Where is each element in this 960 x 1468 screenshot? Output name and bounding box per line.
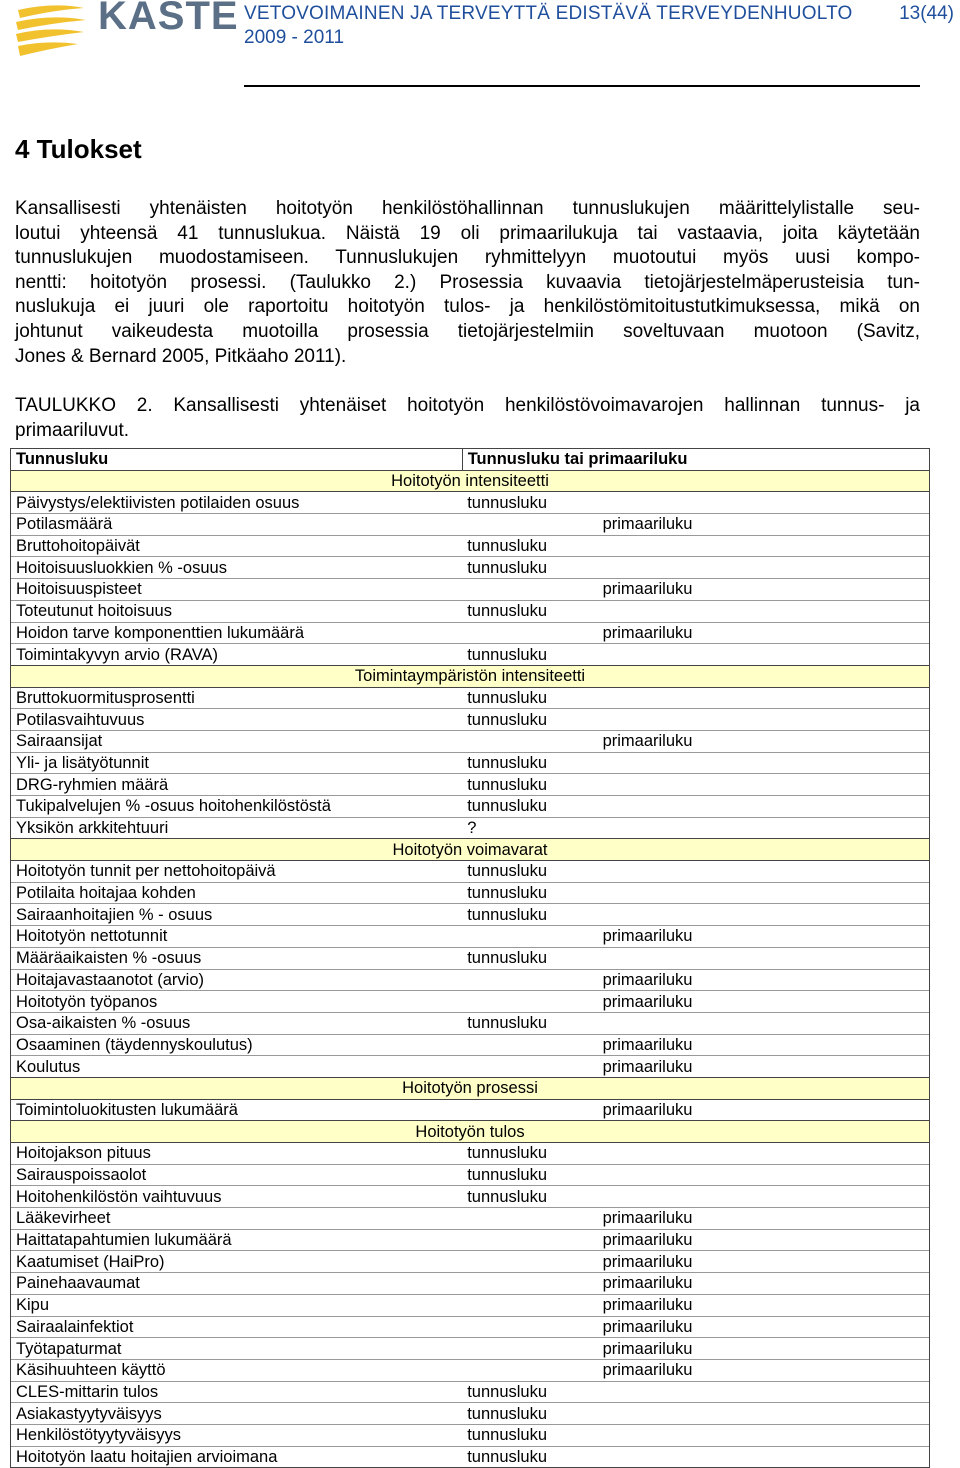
paragraph-line: tunnuslukujen muodostamiseen. Tunnuslukujen ryhmittelyyn muotoutui myös uusi kompo- [15, 247, 920, 269]
section-label: Toimintaympäristön intensiteetti [11, 665, 930, 687]
indicator-name: Lääkevirheet [11, 1208, 463, 1230]
primaariluku-cell [589, 796, 930, 818]
table-section-row [11, 1121, 930, 1143]
tunnusluku-cell [462, 969, 588, 991]
table-header-row [11, 449, 930, 471]
paragraph-line: Kansallisesti yhtenäisten hoitotyön henkilöstöhallinnan tunnuslukujen määrittelylistalle seu- [15, 198, 920, 219]
indicator-name: Bruttohoitopäivät [11, 535, 463, 557]
indicator-name: Bruttokuormitusprosentti [11, 687, 463, 709]
tunnusluku-cell [462, 622, 588, 644]
body-paragraph [15, 197, 920, 369]
table-row [11, 1316, 930, 1338]
tunnusluku-cell: tunnusluku [462, 861, 588, 883]
kaste-swoosh-icon [14, 0, 94, 62]
indicator-name: Määräaikaisten % -osuus [11, 947, 463, 969]
table-row [11, 492, 930, 514]
primaariluku-cell [589, 600, 930, 622]
primaariluku-cell: primaariluku [589, 1338, 930, 1360]
primaariluku-cell [589, 1381, 930, 1403]
table-row [11, 644, 930, 666]
table-row [11, 752, 930, 774]
table-row [11, 969, 930, 991]
primaariluku-cell [589, 535, 930, 557]
table-row [11, 1099, 930, 1121]
tunnusluku-cell: tunnusluku [462, 535, 588, 557]
tunnusluku-cell [462, 1056, 588, 1078]
table-section-row [11, 839, 930, 861]
tunnusluku-cell [462, 1034, 588, 1056]
primaariluku-cell: primaariluku [589, 991, 930, 1013]
primaariluku-cell [589, 1186, 930, 1208]
primaariluku-cell [589, 492, 930, 514]
tunnusluku-cell: tunnusluku [462, 709, 588, 731]
table-row [11, 817, 930, 839]
tunnusluku-cell [462, 1294, 588, 1316]
table-row [11, 1424, 930, 1446]
indicator-name: Toimintakyvyn arvio (RAVA) [11, 644, 463, 666]
primaariluku-cell: primaariluku [589, 1273, 930, 1295]
indicator-name: Käsihuuhteen käyttö [11, 1359, 463, 1381]
primaariluku-cell [589, 817, 930, 839]
primaariluku-cell: primaariluku [589, 1208, 930, 1230]
tunnusluku-cell: tunnusluku [462, 774, 588, 796]
indicator-name: Hoitoisuuspisteet [11, 579, 463, 601]
tunnusluku-cell: tunnusluku [462, 947, 588, 969]
table-row [11, 1251, 930, 1273]
column-header-tunnusluku: Tunnusluku [11, 449, 463, 471]
indicator-name: Potilasvaihtuvuus [11, 709, 463, 731]
indicator-name: Hoitoisuusluokkien % -osuus [11, 557, 463, 579]
indicator-name: Asiakastyytyväisyys [11, 1403, 463, 1425]
indicator-name: Henkilöstötyytyväisyys [11, 1424, 463, 1446]
indicator-name: Potilaita hoitajaa kohden [11, 882, 463, 904]
table-row [11, 926, 930, 948]
primaariluku-cell: primaariluku [589, 1251, 930, 1273]
tunnusluku-cell [462, 1251, 588, 1273]
tunnusluku-cell [462, 1208, 588, 1230]
tunnusluku-cell [462, 991, 588, 1013]
indicator-name: Hoitotyön työpanos [11, 991, 463, 1013]
table-row [11, 1034, 930, 1056]
indicator-name: Päivystys/elektiivisten potilaiden osuus [11, 492, 463, 514]
primaariluku-cell [589, 1143, 930, 1165]
table-section-row [11, 1077, 930, 1099]
primaariluku-cell [589, 1403, 930, 1425]
table-row [11, 1338, 930, 1360]
primaariluku-cell [589, 774, 930, 796]
indicator-name: Hoitojakson pituus [11, 1143, 463, 1165]
paragraph-line: nentti: hoitotyön prosessi. (Taulukko 2.) Prosessia kuvaavia tietojärjestelmäperusteisia tun- [15, 271, 920, 293]
indicator-name: Koulutus [11, 1056, 463, 1078]
primaariluku-cell [589, 947, 930, 969]
tunnusluku-cell: tunnusluku [462, 1186, 588, 1208]
tunnusluku-cell: tunnusluku [462, 557, 588, 579]
tunnusluku-cell: tunnusluku [462, 687, 588, 709]
tunnusluku-cell [462, 1316, 588, 1338]
tunnusluku-cell: tunnusluku [462, 492, 588, 514]
section-heading: 4 Tulokset [15, 134, 142, 164]
primaariluku-cell [589, 557, 930, 579]
primaariluku-cell: primaariluku [589, 1056, 930, 1078]
document-header-title: VETOVOIMAINEN JA TERVEYTTÄ EDISTÄVÄ TERVEYDENHUOLTO [244, 3, 853, 24]
table-row [11, 796, 930, 818]
tunnusluku-cell: tunnusluku [462, 752, 588, 774]
indicator-name: DRG-ryhmien määrä [11, 774, 463, 796]
table-row [11, 947, 930, 969]
table-section-row [11, 470, 930, 492]
logo-wordmark: KASTE [98, 0, 239, 38]
table-row [11, 730, 930, 752]
tunnusluku-cell [462, 926, 588, 948]
tunnusluku-cell: tunnusluku [462, 796, 588, 818]
tunnusluku-cell: tunnusluku [462, 882, 588, 904]
table-row [11, 1056, 930, 1078]
primaariluku-cell: primaariluku [589, 514, 930, 536]
indicator-name: Painehaavaumat [11, 1273, 463, 1295]
indicator-name: Kipu [11, 1294, 463, 1316]
table-row [11, 774, 930, 796]
primaariluku-cell [589, 752, 930, 774]
indicator-name: Osa-aikaisten % -osuus [11, 1012, 463, 1034]
primaariluku-cell [589, 882, 930, 904]
tunnusluku-cell [462, 1273, 588, 1295]
indicator-name: Hoitajavastaanotot (arvio) [11, 969, 463, 991]
caption-line: primaariluvut. [15, 419, 130, 441]
tunnusluku-cell: tunnusluku [462, 600, 588, 622]
tunnusluku-cell [462, 1099, 588, 1121]
indicator-name: Työtapaturmat [11, 1338, 463, 1360]
indicator-table [10, 448, 930, 1468]
table-row [11, 882, 930, 904]
indicator-name: Sairaalainfektiot [11, 1316, 463, 1338]
primaariluku-cell [589, 1164, 930, 1186]
primaariluku-cell: primaariluku [589, 730, 930, 752]
table-row [11, 709, 930, 731]
indicator-name: Tukipalvelujen % -osuus hoitohenkilöstöstä [11, 796, 463, 818]
section-label: Hoitotyön tulos [11, 1121, 930, 1143]
tunnusluku-cell [462, 1359, 588, 1381]
header-divider [244, 85, 920, 87]
tunnusluku-cell: tunnusluku [462, 1143, 588, 1165]
table-row [11, 1359, 930, 1381]
indicator-name: Sairaansijat [11, 730, 463, 752]
tunnusluku-cell: tunnusluku [462, 1446, 588, 1468]
indicator-name: Sairaanhoitajien % - osuus [11, 904, 463, 926]
paragraph-line: johtunut vaikeudesta muotoilla prosessia tietojärjestelmiin soveltuvaan muotoon (Savitz, [15, 320, 920, 342]
paragraph-line: Jones & Bernard 2005, Pitkäaho 2011). [15, 345, 347, 367]
table-row [11, 1294, 930, 1316]
paragraph-line: loutui yhteensä 41 tunnuslukua. Näistä 19 oli primaarilukuja tai vastaavia, joita käytetään [15, 222, 920, 244]
indicator-name: Yksikön arkkitehtuuri [11, 817, 463, 839]
indicator-name: Toimintoluokitusten lukumäärä [11, 1099, 463, 1121]
section-label: Hoitotyön prosessi [11, 1077, 930, 1099]
indicator-name: Hoitotyön laatu hoitajien arvioimana [11, 1446, 463, 1468]
table-row [11, 904, 930, 926]
indicator-name: Hoitotyön tunnit per nettohoitopäivä [11, 861, 463, 883]
section-label: Hoitotyön intensiteetti [11, 470, 930, 492]
indicator-name: Hoitohenkilöstön vaihtuvuus [11, 1186, 463, 1208]
section-label: Hoitotyön voimavarat [11, 839, 930, 861]
primaariluku-cell: primaariluku [589, 1099, 930, 1121]
table-row [11, 1186, 930, 1208]
tunnusluku-cell: tunnusluku [462, 1012, 588, 1034]
primaariluku-cell [589, 709, 930, 731]
kaste-logo [14, 0, 239, 62]
table-row [11, 1164, 930, 1186]
table-caption [15, 394, 920, 443]
document-header-years: 2009 - 2011 [244, 27, 345, 48]
indicator-name: CLES-mittarin tulos [11, 1381, 463, 1403]
table-row [11, 1381, 930, 1403]
table-row [11, 557, 930, 579]
primaariluku-cell [589, 861, 930, 883]
table-row [11, 1229, 930, 1251]
column-header-type: Tunnusluku tai primaariluku [462, 449, 929, 471]
tunnusluku-cell: tunnusluku [462, 644, 588, 666]
primaariluku-cell: primaariluku [589, 1316, 930, 1338]
tunnusluku-cell: tunnusluku [462, 1164, 588, 1186]
indicator-name: Osaaminen (täydennyskoulutus) [11, 1034, 463, 1056]
indicator-name: Potilasmäärä [11, 514, 463, 536]
primaariluku-cell [589, 904, 930, 926]
primaariluku-cell: primaariluku [589, 969, 930, 991]
primaariluku-cell: primaariluku [589, 926, 930, 948]
primaariluku-cell: primaariluku [589, 1294, 930, 1316]
indicator-name: Haittatapahtumien lukumäärä [11, 1229, 463, 1251]
indicator-name: Sairauspoissaolot [11, 1164, 463, 1186]
primaariluku-cell [589, 1424, 930, 1446]
tunnusluku-cell: tunnusluku [462, 1381, 588, 1403]
tunnusluku-cell [462, 730, 588, 752]
tunnusluku-cell: ? [462, 817, 588, 839]
primaariluku-cell [589, 1012, 930, 1034]
indicator-name: Toteutunut hoitoisuus [11, 600, 463, 622]
table-row [11, 991, 930, 1013]
tunnusluku-cell: tunnusluku [462, 904, 588, 926]
table-row [11, 535, 930, 557]
tunnusluku-cell: tunnusluku [462, 1424, 588, 1446]
page-number: 13(44) [899, 3, 954, 24]
primaariluku-cell: primaariluku [589, 622, 930, 644]
table-row [11, 622, 930, 644]
table-row [11, 687, 930, 709]
tunnusluku-cell [462, 1229, 588, 1251]
table-row [11, 579, 930, 601]
indicator-name: Kaatumiset (HaiPro) [11, 1251, 463, 1273]
table-row [11, 1403, 930, 1425]
table-section-row [11, 665, 930, 687]
table-row [11, 514, 930, 536]
primaariluku-cell: primaariluku [589, 579, 930, 601]
table-row [11, 1012, 930, 1034]
table-row [11, 1273, 930, 1295]
table-row [11, 600, 930, 622]
table-row [11, 861, 930, 883]
caption-line: TAULUKKO 2. Kansallisesti yhtenäiset hoitotyön henkilöstövoimavarojen hallinnan tunnus- ja [15, 395, 920, 416]
table-row [11, 1143, 930, 1165]
primaariluku-cell: primaariluku [589, 1359, 930, 1381]
table-row [11, 1208, 930, 1230]
indicator-name: Hoitotyön nettotunnit [11, 926, 463, 948]
indicator-name: Yli- ja lisätyötunnit [11, 752, 463, 774]
paragraph-line: nuslukuja ei juuri ole raportoitu hoitotyön tulos- ja henkilöstömitoitustutkimuksessa, mikä on [15, 296, 920, 318]
tunnusluku-cell [462, 1338, 588, 1360]
tunnusluku-cell [462, 579, 588, 601]
primaariluku-cell [589, 644, 930, 666]
primaariluku-cell: primaariluku [589, 1229, 930, 1251]
indicator-name: Hoidon tarve komponenttien lukumäärä [11, 622, 463, 644]
primaariluku-cell: primaariluku [589, 1034, 930, 1056]
tunnusluku-cell [462, 514, 588, 536]
primaariluku-cell [589, 687, 930, 709]
tunnusluku-cell: tunnusluku [462, 1403, 588, 1425]
